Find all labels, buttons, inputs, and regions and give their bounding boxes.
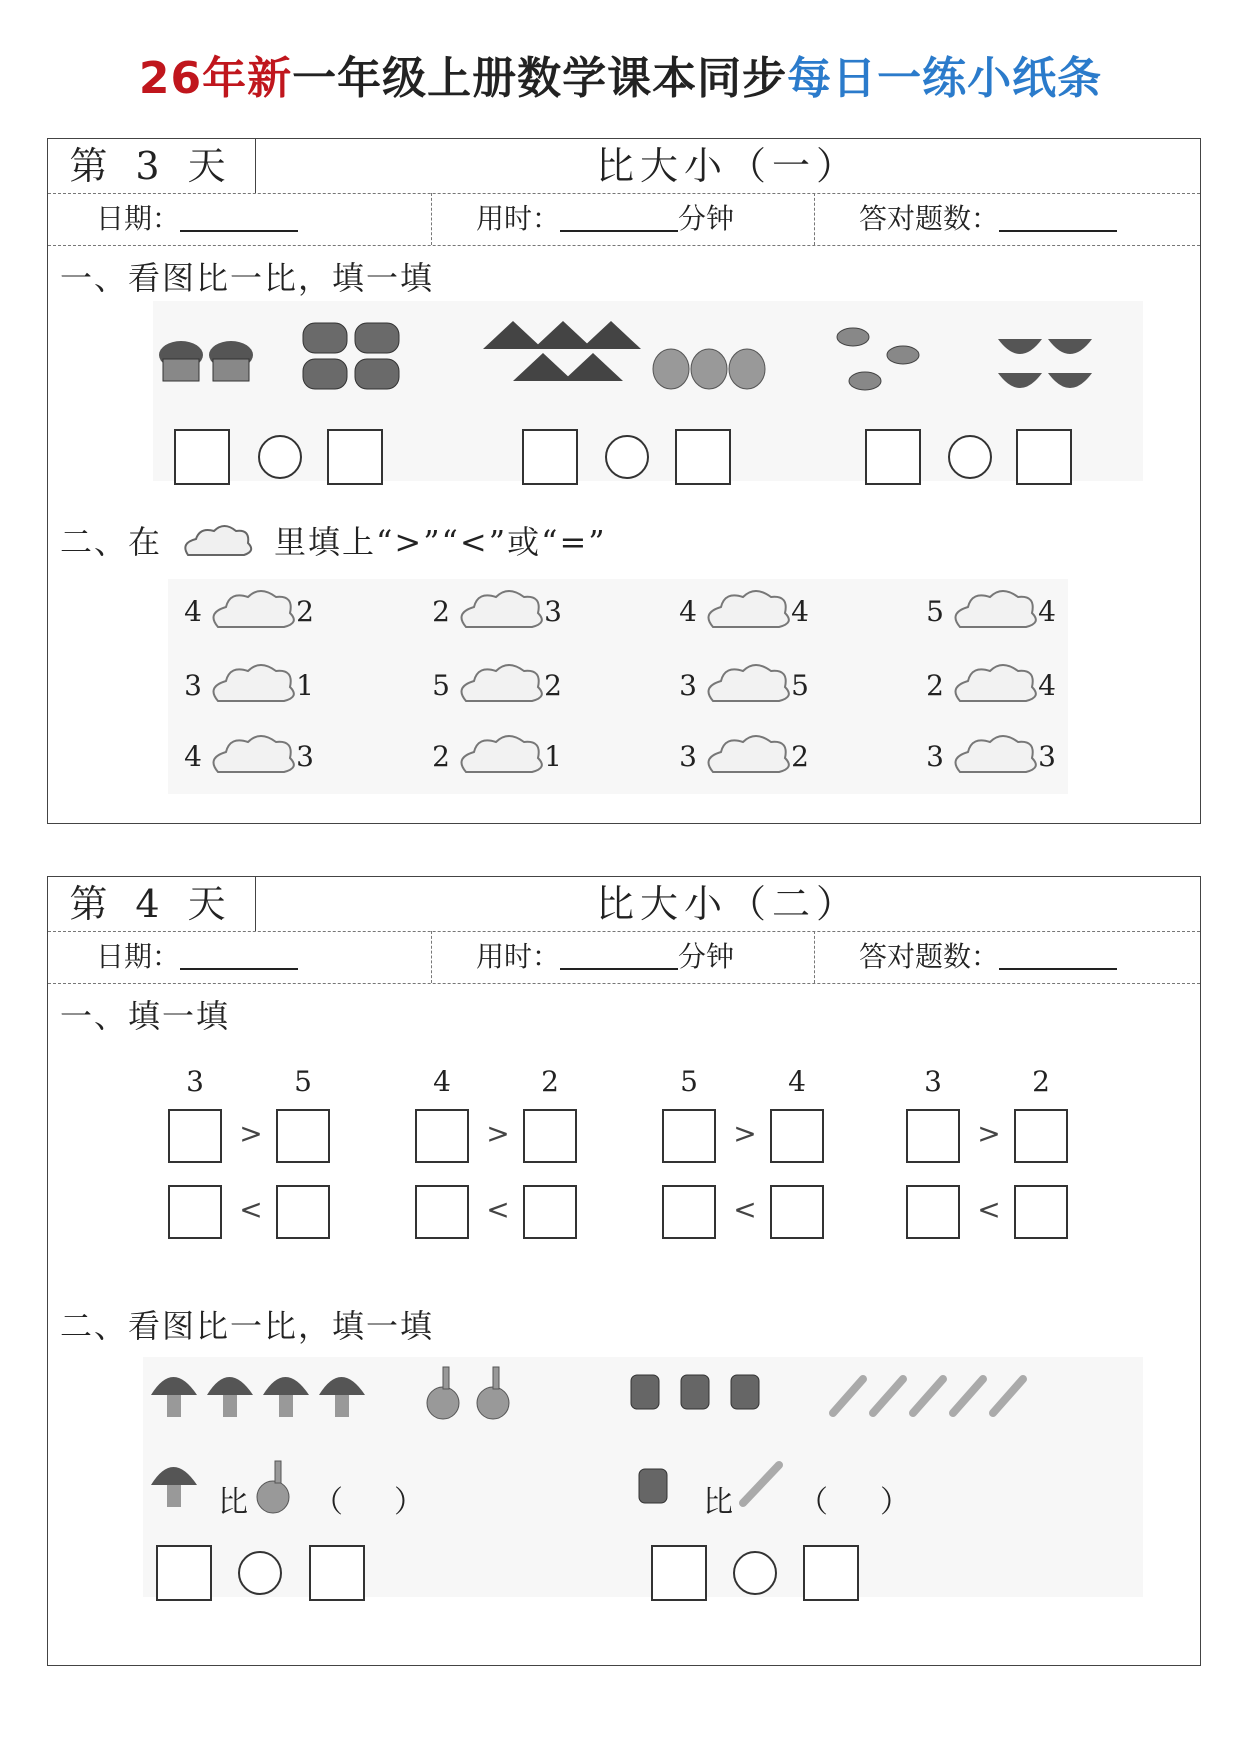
answer-box[interactable] — [523, 1185, 577, 1239]
cloud-answer-icon[interactable] — [701, 730, 791, 780]
answer-box[interactable] — [168, 1109, 222, 1163]
date-label: 日期： — [96, 940, 181, 973]
mushroom-icon — [151, 1377, 365, 1417]
day4-day-label: 第 4 天 — [48, 877, 256, 931]
right-number: 5 — [791, 669, 809, 702]
compare-word: 比 — [218, 1485, 248, 1520]
compare-word: 比 — [703, 1485, 733, 1520]
left-number: 4 — [184, 740, 202, 773]
cloud-answer-icon[interactable] — [454, 659, 544, 709]
answer-box[interactable] — [168, 1185, 222, 1239]
top-number: 5 — [680, 1065, 698, 1098]
time-unit: 分钟 — [678, 940, 735, 973]
top-number: 2 — [541, 1065, 559, 1098]
answer-box[interactable] — [523, 1109, 577, 1163]
day4-card — [47, 876, 1201, 1666]
rabbit-icon — [257, 1461, 289, 1513]
answer-box[interactable] — [276, 1109, 330, 1163]
right-number: 3 — [296, 740, 314, 773]
day3-header — [48, 139, 1200, 194]
time-cell — [431, 193, 815, 245]
top-number: 4 — [788, 1065, 806, 1098]
less-than-sign: < — [977, 1193, 1001, 1226]
day4-topic: 比大小（二） — [595, 882, 860, 926]
score-cell — [814, 931, 1198, 983]
cloud-answer-icon[interactable] — [206, 730, 296, 780]
page-title — [0, 42, 1241, 106]
compare-circle[interactable] — [605, 435, 649, 479]
right-number: 2 — [296, 595, 314, 628]
date-cell — [48, 931, 431, 983]
burger-icon — [303, 323, 399, 389]
time-label: 用时： — [476, 202, 561, 235]
less-than-sign: < — [486, 1193, 510, 1226]
answer-box[interactable] — [1014, 1185, 1068, 1239]
pear-icon — [653, 349, 765, 389]
day4-header — [48, 877, 1200, 932]
cloud-answer-icon[interactable] — [454, 730, 544, 780]
score-cell — [814, 193, 1198, 245]
cloud-answer-icon[interactable] — [206, 585, 296, 635]
top-number: 3 — [186, 1065, 204, 1098]
day3-card — [47, 138, 1201, 824]
time-blank[interactable] — [560, 200, 678, 232]
answer-box[interactable] — [906, 1109, 960, 1163]
right-number: 2 — [791, 740, 809, 773]
day3-day-label: 第 3 天 — [48, 139, 256, 193]
greater-than-sign: > — [239, 1117, 263, 1150]
cloud-icon — [178, 523, 258, 563]
left-number: 4 — [184, 595, 202, 628]
cloud-answer-icon[interactable] — [454, 585, 544, 635]
left-number: 5 — [926, 595, 944, 628]
answer-box[interactable] — [675, 429, 731, 485]
compare-circle[interactable] — [258, 435, 302, 479]
answer-box[interactable] — [1016, 429, 1072, 485]
cloud-answer-icon[interactable] — [701, 585, 791, 635]
cloud-answer-icon[interactable] — [206, 659, 296, 709]
date-blank[interactable] — [180, 200, 298, 232]
answer-box[interactable] — [522, 429, 578, 485]
top-number: 5 — [294, 1065, 312, 1098]
answer-box[interactable] — [770, 1185, 824, 1239]
top-number: 4 — [433, 1065, 451, 1098]
date-label: 日期： — [96, 202, 181, 235]
paren-open: （ — [798, 1485, 828, 1520]
time-cell — [431, 931, 815, 983]
left-number: 4 — [679, 595, 697, 628]
answer-box[interactable] — [662, 1109, 716, 1163]
bone-icon — [743, 1465, 779, 1503]
answer-box[interactable] — [662, 1185, 716, 1239]
title-part-dark: 一年级上册数学课本同步 — [292, 53, 788, 104]
left-number: 3 — [926, 740, 944, 773]
candy-icon — [837, 328, 919, 390]
time-blank[interactable] — [560, 938, 678, 970]
answer-box[interactable] — [327, 429, 383, 485]
section2-prefix: 二、在 — [60, 523, 163, 561]
melon-slice-icon — [998, 339, 1092, 388]
date-blank[interactable] — [180, 938, 298, 970]
less-than-sign: < — [733, 1193, 757, 1226]
answer-box[interactable] — [906, 1185, 960, 1239]
answer-box[interactable] — [1014, 1109, 1068, 1163]
right-number: 1 — [296, 669, 314, 702]
paren-open: （ — [313, 1485, 343, 1520]
day4-section2-title: 二、看图比一比，填一填 — [60, 1307, 435, 1345]
top-number: 3 — [924, 1065, 942, 1098]
left-number: 3 — [679, 669, 697, 702]
right-number: 4 — [791, 595, 809, 628]
paren-close: ） — [394, 1485, 424, 1520]
bone-icon — [833, 1379, 1023, 1413]
answer-box[interactable] — [174, 429, 230, 485]
day4-section1-title: 一、填一填 — [60, 997, 231, 1035]
day3-section2-title — [60, 517, 607, 563]
answer-box[interactable] — [309, 1545, 365, 1601]
answer-box[interactable] — [156, 1545, 212, 1601]
day3-meta-row — [48, 193, 1200, 246]
right-number: 3 — [1038, 740, 1056, 773]
less-than-sign: < — [239, 1193, 263, 1226]
answer-box[interactable] — [651, 1545, 707, 1601]
score-blank[interactable] — [999, 938, 1117, 970]
left-number: 3 — [184, 669, 202, 702]
answer-box[interactable] — [415, 1109, 469, 1163]
cloud-answer-icon[interactable] — [701, 659, 791, 709]
day3-section1-title: 一、看图比一比，填一填 — [60, 259, 435, 297]
rabbit-icon — [427, 1367, 509, 1419]
dog-icon — [639, 1469, 667, 1503]
right-number: 2 — [544, 669, 562, 702]
score-blank[interactable] — [999, 200, 1117, 232]
answer-box[interactable] — [276, 1185, 330, 1239]
date-cell — [48, 193, 431, 245]
title-part-red: 26年新 — [138, 53, 293, 104]
right-number: 3 — [544, 595, 562, 628]
answer-box[interactable] — [415, 1185, 469, 1239]
left-number: 5 — [432, 669, 450, 702]
right-number: 4 — [1038, 595, 1056, 628]
left-number: 2 — [432, 740, 450, 773]
answer-box[interactable] — [770, 1109, 824, 1163]
dog-icon — [631, 1375, 759, 1409]
greater-than-sign: > — [486, 1117, 510, 1150]
time-label: 用时： — [476, 940, 561, 973]
cloud-answer-icon[interactable] — [948, 585, 1038, 635]
day4-pictures — [143, 1357, 1143, 1597]
compare-circle[interactable] — [733, 1551, 777, 1595]
paren-close: ） — [880, 1485, 910, 1520]
mushroom-icon — [151, 1467, 197, 1507]
cupcake-icon — [159, 341, 253, 381]
section2-suffix: 里填上“>”“<”或“=” — [274, 523, 607, 561]
day3-topic: 比大小（一） — [595, 144, 860, 188]
day4-meta-row — [48, 931, 1200, 984]
answer-box[interactable] — [803, 1545, 859, 1601]
time-unit: 分钟 — [678, 202, 735, 235]
top-number: 2 — [1032, 1065, 1050, 1098]
score-label: 答对题数： — [859, 202, 1000, 235]
left-number: 2 — [432, 595, 450, 628]
answer-box[interactable] — [865, 429, 921, 485]
greater-than-sign: > — [733, 1117, 757, 1150]
score-label: 答对题数： — [859, 940, 1000, 973]
title-part-blue: 每日一练小纸条 — [787, 53, 1103, 104]
right-number: 1 — [544, 740, 562, 773]
left-number: 2 — [926, 669, 944, 702]
right-number: 4 — [1038, 669, 1056, 702]
watermelon-icon — [483, 321, 641, 381]
left-number: 3 — [679, 740, 697, 773]
compare-circle[interactable] — [238, 1551, 282, 1595]
greater-than-sign: > — [977, 1117, 1001, 1150]
cloud-answer-icon[interactable] — [948, 659, 1038, 709]
cloud-answer-icon[interactable] — [948, 730, 1038, 780]
compare-circle[interactable] — [948, 435, 992, 479]
